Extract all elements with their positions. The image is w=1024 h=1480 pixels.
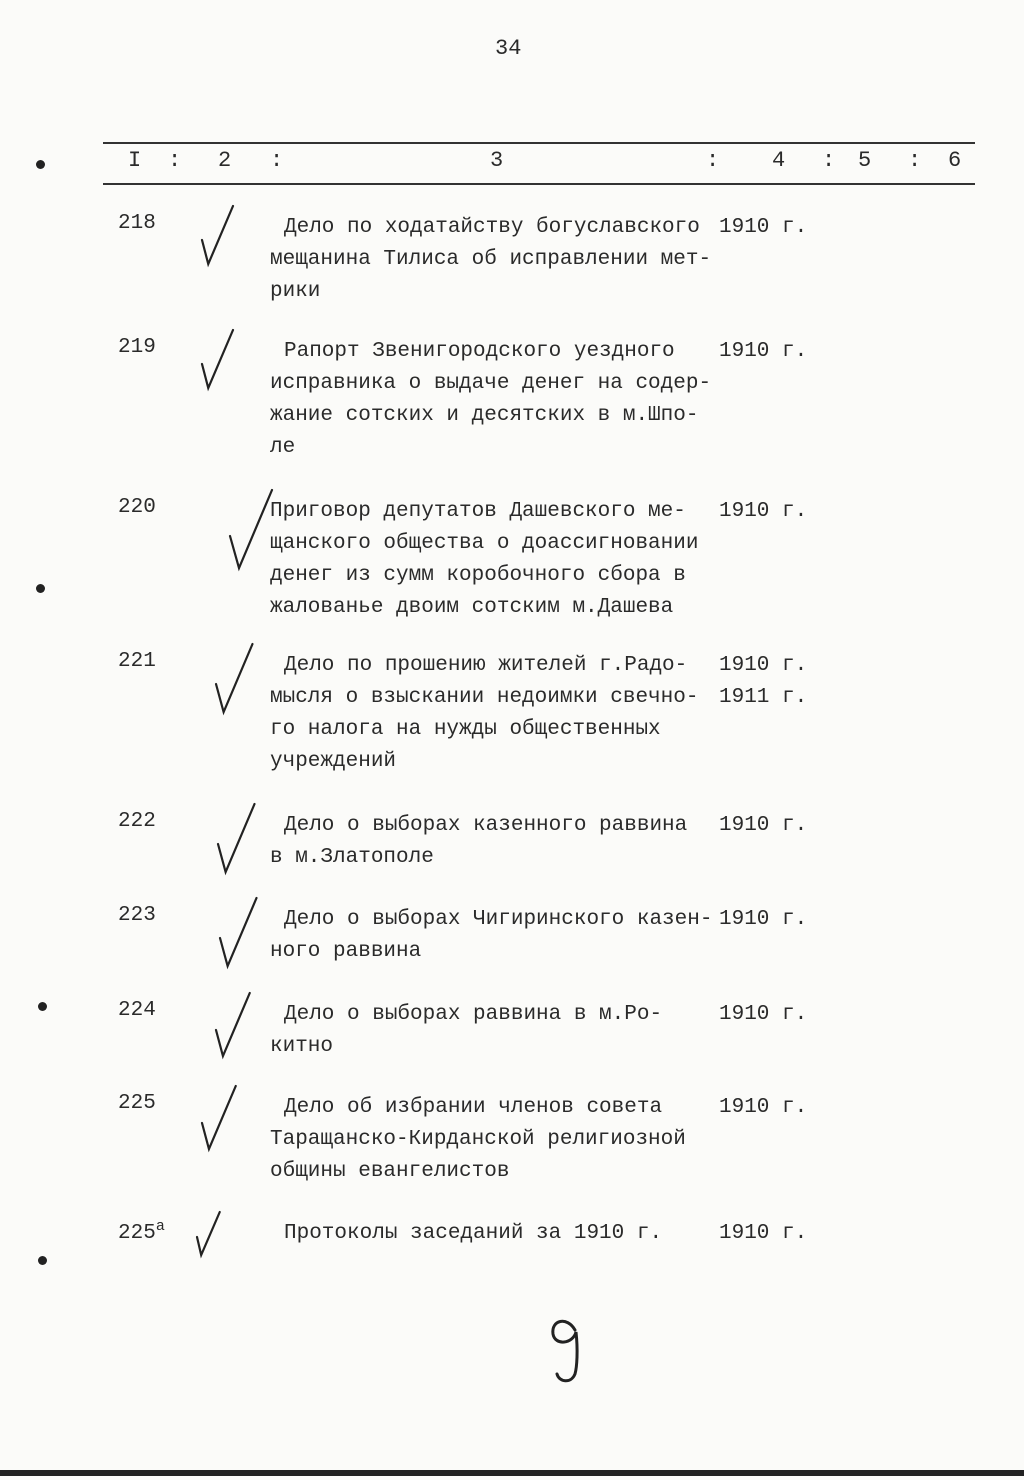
page-number: 34 — [495, 36, 522, 61]
entry-dates — [719, 1092, 807, 1124]
entry-dates — [719, 999, 807, 1031]
entry-title — [270, 496, 698, 624]
handwritten-nine-icon — [545, 1312, 595, 1387]
entry-dates — [719, 650, 807, 714]
entry-number — [118, 1092, 156, 1115]
header-col-4: 4 — [772, 148, 786, 173]
entry-year: 1910 г. — [719, 340, 808, 363]
entry-title-line: ного раввина — [270, 940, 422, 963]
entry-year: 1910 г. — [719, 500, 808, 523]
check-mark-icon — [200, 204, 237, 268]
entry-title-line: Дело об избрании членов совета — [284, 1096, 663, 1119]
entry-number-text: 220 — [118, 496, 156, 519]
entry-title — [270, 904, 712, 968]
entry-number — [118, 336, 156, 359]
entry-year: 1910 г. — [719, 216, 808, 239]
header-col-3: 3 — [490, 148, 504, 173]
entry-number — [118, 999, 156, 1022]
entry-title-line: мещанина Тилиса об исправлении мет- — [270, 248, 712, 271]
punch-hole-mark — [38, 1256, 47, 1265]
punch-hole-mark — [36, 584, 45, 593]
bottom-edge — [0, 1470, 1024, 1476]
entry-number-text: 222 — [118, 810, 156, 833]
header-bottom-rule — [103, 183, 975, 185]
entry-title-line: жание сотских и десятских в м.Шпо- — [270, 404, 699, 427]
entry-number-text: 219 — [118, 336, 156, 359]
check-mark-icon — [200, 328, 237, 392]
entry-year: 1910 г. — [719, 814, 808, 837]
entry-year: 1910 г. — [719, 654, 808, 677]
entry-number-text: 221 — [118, 650, 156, 673]
entry-number — [118, 212, 156, 235]
entry-number — [118, 496, 156, 519]
check-mark-icon — [195, 1210, 224, 1259]
entry-title-line: учреждений — [270, 750, 397, 773]
entry-title — [270, 336, 711, 464]
header-sep: : — [706, 148, 720, 173]
header-sep: : — [822, 148, 836, 173]
entry-title-line: Дело о выборах Чигиринского казен- — [284, 908, 713, 931]
entry-title-line: щанского общества о доассигновании — [270, 532, 699, 555]
entry-dates — [719, 496, 807, 528]
entry-title-line: Рапорт Звенигородского уездного — [284, 340, 675, 363]
entry-number — [118, 904, 156, 927]
entry-number-text: 218 — [118, 212, 156, 235]
entry-number-text: 225 — [118, 1092, 156, 1115]
check-mark-icon — [216, 802, 259, 876]
entry-title-line: общины евангелистов — [270, 1160, 510, 1183]
header-sep: : — [168, 148, 182, 173]
header-col-5: 5 — [858, 148, 872, 173]
entry-year: 1910 г. — [719, 1003, 808, 1026]
entry-number — [118, 650, 156, 673]
entry-title-line: Дело по ходатайству богуславского — [284, 216, 700, 239]
entry-dates — [719, 212, 807, 244]
entry-title-line: Дело о выборах казенного раввина — [284, 814, 688, 837]
header-top-rule — [103, 142, 975, 144]
entry-title-line: исправника о выдаче денег на содер- — [270, 372, 712, 395]
entry-title-line: ле — [270, 436, 296, 459]
entry-title-line: Таращанско-Кирданской религиозной — [270, 1128, 686, 1151]
entry-year: 1910 г. — [719, 1222, 808, 1245]
punch-hole-mark — [38, 1002, 47, 1011]
entry-title — [270, 212, 711, 308]
entry-title — [270, 1218, 662, 1250]
check-mark-icon — [214, 642, 257, 716]
entry-title-line: Протоколы заседаний за 1910 г. — [284, 1222, 663, 1245]
header-col-6: 6 — [948, 148, 962, 173]
entry-title — [270, 650, 698, 778]
entry-title-line: в м.Златополе — [270, 846, 434, 869]
entry-title-line: жалованье двоим сотским м.Дашева — [270, 596, 674, 619]
entry-title-line: Дело о выборах раввина в м.Ро- — [284, 1003, 663, 1026]
entry-dates — [719, 336, 807, 368]
entry-title-line: Приговор депутатов Дашевского ме- — [270, 500, 686, 523]
entry-year: 1910 г. — [719, 1096, 808, 1119]
entry-number-text: 224 — [118, 999, 156, 1022]
header-col-2: 2 — [218, 148, 232, 173]
punch-hole-mark — [36, 160, 45, 169]
entry-dates — [719, 1218, 807, 1250]
check-mark-icon — [218, 896, 261, 970]
handwritten-sheet-number — [545, 1312, 595, 1392]
entry-title-line: го налога на нужды общественных — [270, 718, 661, 741]
entry-title-line: рики — [270, 280, 321, 303]
entry-title-line: денег из сумм коробочного сбора в — [270, 564, 686, 587]
entry-number — [118, 810, 156, 833]
entry-title-line: мысля о взыскании недоимки свечно- — [270, 686, 699, 709]
entry-title — [270, 810, 687, 874]
entry-title — [270, 999, 662, 1063]
header-sep: : — [270, 148, 284, 173]
entry-number-text: 225 — [118, 1222, 156, 1245]
entry-number-suffix: а — [155, 1218, 165, 1235]
entry-title-line: китно — [270, 1035, 334, 1058]
header-sep: : — [908, 148, 922, 173]
check-mark-icon — [228, 488, 276, 572]
entry-number-text: 223 — [118, 904, 156, 927]
entry-title — [270, 1092, 686, 1188]
entry-dates — [719, 810, 807, 842]
entry-year: 1911 г. — [719, 686, 808, 709]
entry-number — [118, 1218, 165, 1245]
check-mark-icon — [214, 991, 254, 1060]
entry-dates — [719, 904, 807, 936]
entry-year: 1910 г. — [719, 908, 808, 931]
header-col-1: I — [128, 148, 142, 173]
check-mark-icon — [200, 1084, 240, 1153]
entry-title-line: Дело по прошению жителей г.Радо- — [284, 654, 688, 677]
